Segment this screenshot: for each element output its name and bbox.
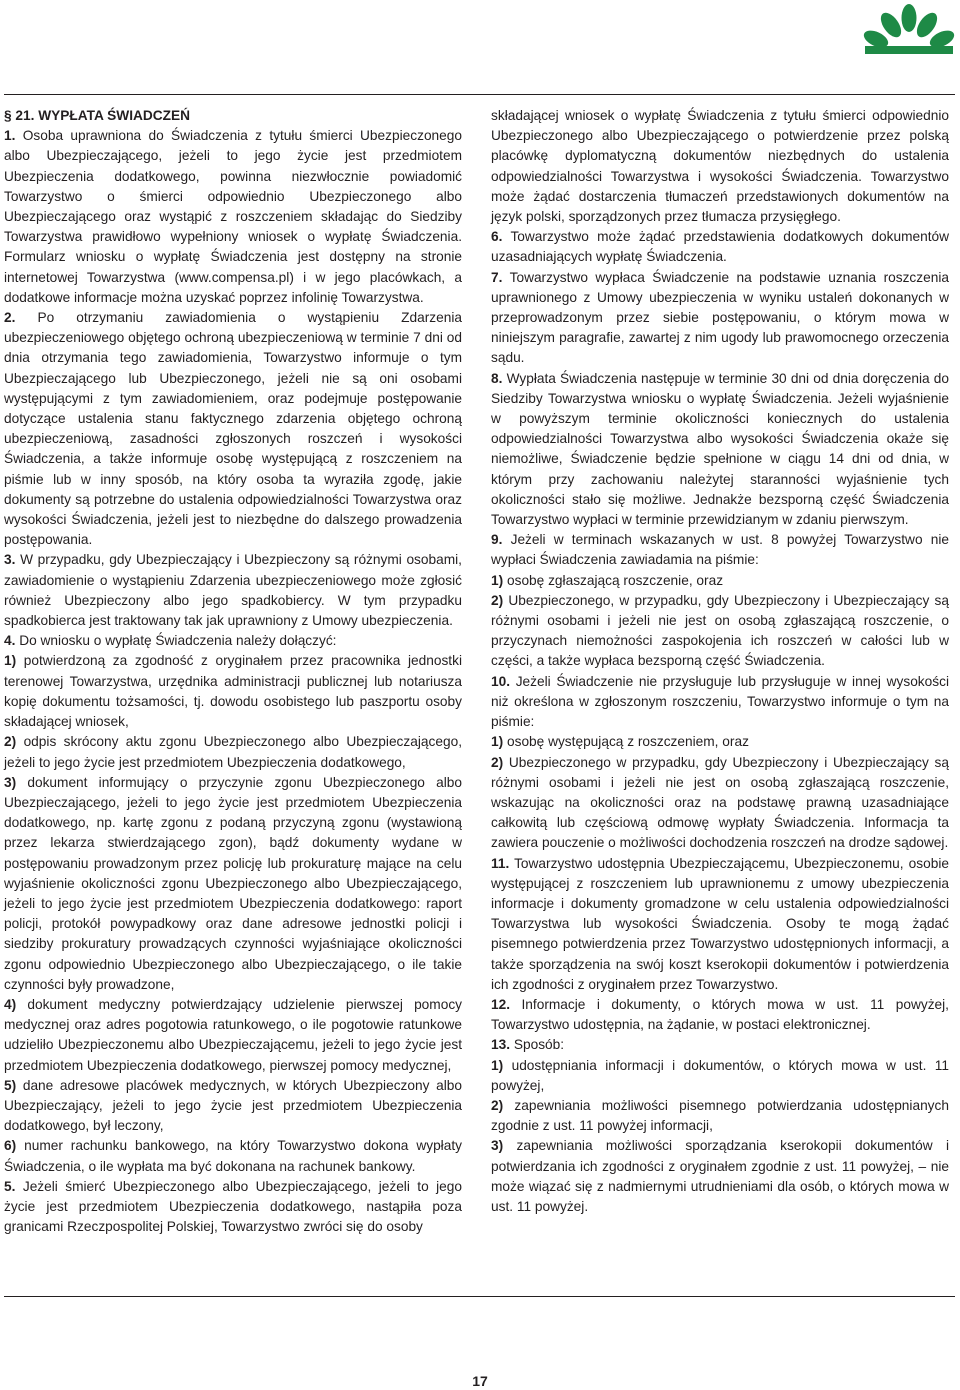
paragraph	[491, 672, 949, 733]
paragraph-text: zapewniania możliwości pisemnego potwierdzania udostępnianych zgodnie z ust. 11 powyżej informacji,	[491, 1097, 949, 1134]
paragraph-number: 2)	[491, 592, 504, 608]
paragraph	[4, 732, 462, 772]
paragraph	[4, 1076, 462, 1137]
paragraph-number: 3.	[4, 552, 16, 568]
paragraph-number: 2)	[491, 1097, 504, 1113]
paragraph	[491, 1136, 949, 1217]
paragraph-number: 1)	[491, 572, 504, 588]
paragraph-number: 1)	[4, 653, 17, 669]
paragraph-number: 6)	[4, 1138, 17, 1154]
paragraph	[4, 550, 462, 631]
page-number: 17	[472, 1373, 488, 1389]
bottom-rule	[4, 1296, 955, 1297]
paragraph-number: 3)	[4, 774, 17, 790]
paragraph-text: Po otrzymaniu zawiadomienia o wystąpieniu Zdarzenia ubezpieczeniowego objętego ochroną ubezpieczeniową w terminie 7 dni od dnia otrzymania tego zawiadomienia, Towarzystwo informuje o tym Ubezpieczającego lub Ubezpieczonego, jeżeli nie są oni osobami występującymi z tym zawiadomieniem, oraz podejmuje postępowanie dotyczące ustalenia stanu faktycznego zdarzenia objętego ochroną ubezpieczeniową, zasadności zgłoszonych roszczeń i wysokości Świadczenia, a także informuje osobę występującą z roszczeniem na piśmie lub w inny sposób, na który osoba ta wyraziła zgodę, jakie dokumenty są potrzebne do ustalenia odpowiedzialności Towarzystwa oraz wysokości Świadczenia, jeżeli jest to niezbędne do dalszego prowadzenia postępowania.	[4, 310, 462, 548]
paragraph-text: Informacje i dokumenty, o których mowa w ust. 11 powyżej, Towarzystwo udostępnia, na żądanie, w postaci elektronicznej.	[491, 996, 949, 1033]
paragraph-text: Osoba uprawniona do Świadczenia z tytułu śmierci Ubezpieczonego albo Ubezpieczającego, jeżeli to jego życie jest przedmiotem Ubezpieczenia dodatkowego, powinna niezwłocznie powiadomić Towarzystwo o śmierci odpowiednio Ubezpieczonego albo Ubezpieczającego oraz wystąpić z roszczeniem składając do Siedziby Towarzystwa prawidłowo wypełniony wniosek o wypłatę Świadczenia. Formularz wniosku o wypłatę Świadczenia jest dostępny na stronie internetowej Towarzystwa (www.compensa.pl) i w jego placówkach, a dodatkowe informacje można uzyskać poprzez infolinię Towarzystwa.	[4, 128, 463, 305]
paragraph	[491, 732, 949, 752]
paragraph-text: Jeżeli Świadczenie nie przysługuje lub przysługuje w innej wysokości niż określona w zgłoszonym roszczeniu, Towarzystwo informuje o tym na piśmie:	[491, 673, 949, 730]
paragraph-text: składającej wniosek o wypłatę Świadczenia z tytułu śmierci odpowiednio Ubezpieczonego albo Ubezpieczającego o potwierdzenie przez polską placówkę dyplomatyczną dokumentów niezbędnych do ustalenia odpowiedzialności Towarzystwa i wysokości Świadczenia. Towarzystwo może żądać dostarczenia tłumaczeń przedstawionych dokumentów na język polski, sporządzonych przez tłumacza przysięgłego.	[491, 108, 949, 225]
paragraph-text: Towarzystwo może żądać przedstawienia dodatkowych dokumentów uzasadniających wypłatę Świadczenia.	[491, 229, 950, 265]
paragraph-number: 9.	[491, 532, 503, 548]
leaf-fan-logo-icon	[863, 4, 955, 54]
paragraph-number: 1.	[4, 128, 16, 144]
paragraph-text: Ubezpieczonego, w przypadku, gdy Ubezpieczony i Ubezpieczający są różnymi osobami i jeżeli nie jest on osobą zgłaszającą roszczenie, o przyczynach niemożności zaspokojenia ich roszczeń w całości lub w części, a także wypłaca bezsporną część Świadczenia.	[491, 592, 949, 669]
paragraph-number: 13.	[491, 1037, 511, 1053]
paragraph	[4, 308, 462, 550]
paragraph	[4, 773, 462, 995]
paragraph	[4, 1136, 462, 1176]
paragraph-text: Ubezpieczonego w przypadku, gdy Ubezpieczony i Ubezpieczający są różnymi osobami i jeżeli nie jest on osobą zgłaszającą roszczenie, wskazując na okoliczności oraz na podstawę prawną uzasadniające całkowitą lub częściową odmowę wypłaty Świadczenia. Informacja ta zawiera pouczenie o możliwości dochodzenia roszczeń na drodze sądowej.	[491, 754, 949, 851]
paragraph	[491, 591, 949, 672]
paragraph-text: odpis skrócony aktu zgonu Ubezpieczonego albo Ubezpieczającego, jeżeli to jego życie jest przedmiotem Ubezpieczenia dodatkowego,	[4, 734, 462, 770]
paragraph-text: dokument medyczny potwierdzający udzielenie pierwszej pomocy medycznej oraz adres pogotowia ratunkowego, o ile pogotowie ratunkowe udzieliło Ubezpieczonemu albo Ubezpieczającemu, jeżeli to jego życie jest przedmiotem Ubezpieczenia dodatkowego, pierwszej pomocy medycznej,	[4, 996, 463, 1073]
paragraph-text: dane adresowe placówek medycznych, w których Ubezpieczony albo Ubezpieczający, jeżeli to jego życie jest przedmiotem Ubezpieczenia dodatkowego, był leczony,	[4, 1077, 462, 1134]
paragraph	[4, 995, 462, 1076]
paragraph	[4, 631, 462, 651]
paragraph-text: potwierdzoną za zgodność z oryginałem przez pracownika jednostki terenowej Towarzystwa, urzędnika administracji publicznej lub notariusza kopię dokumentu tożsamości, tj. dowodu osobistego lub paszportu osoby składającej wniosek,	[4, 653, 462, 730]
paragraph-number: 4.	[4, 633, 16, 649]
paragraph-number: 3)	[491, 1138, 504, 1154]
paragraph-number: 11.	[491, 855, 510, 871]
paragraph-text: Jeżeli śmierć Ubezpieczonego albo Ubezpieczającego, jeżeli to jego życie jest przedmiotem Ubezpieczenia dodatkowego, nastąpiła poza granicami Rzeczpospolitej Polskiej, Towarzystwo zwróci się do osoby	[4, 1178, 462, 1235]
paragraph-text: zapewniania możliwości sporządzania kserokopii dokumentów i potwierdzania ich zgodności z oryginałem zgodnie z ust. 11 powyżej, – nie może wiązać się z nadmiernymi utrudnieniami dla osób, o których mowa w ust. 11 powyżej.	[491, 1138, 949, 1214]
paragraph	[4, 651, 462, 732]
paragraph	[491, 854, 949, 995]
paragraph	[491, 227, 949, 267]
paragraph-text: udostępniania informacji i dokumentów, o których mowa w ust. 11 powyżej,	[491, 1057, 950, 1093]
paragraph	[491, 1035, 949, 1055]
paragraph-number: 2)	[491, 754, 504, 770]
top-rule	[4, 94, 955, 95]
paragraph	[491, 530, 949, 570]
paragraph-number: 4)	[4, 996, 17, 1012]
paragraph-number: 2.	[4, 310, 16, 326]
paragraph-text: osobę występującą z roszczeniem, oraz	[506, 734, 749, 750]
paragraph-text: Sposób:	[513, 1037, 565, 1053]
paragraph-number: 10.	[491, 673, 511, 689]
section-title: § 21. WYPŁATA ŚWIADCZEŃ	[4, 108, 191, 123]
paragraph-number: 8.	[491, 370, 503, 386]
paragraph-text: Jeżeli w terminach wskazanych w ust. 8 powyżej Towarzystwo nie wypłaci Świadczenia zawiadamia na piśmie:	[491, 532, 949, 568]
paragraph-text: Towarzystwo udostępnia Ubezpieczającemu, Ubezpieczonemu, osobie występującej z roszczeniem lub uprawnionemu z umowy ubezpieczenia informacje i dokumenty gromadzone w celu ustalenia odpowiedzialności Towarzystwa lub wysokości Świadczenia. Osoby te mogą żądać pisemnego potwierdzenia przez Towarzystwo udostępnionych informacji, a także sporządzenia na swój koszt kserokopii dokumentów i potwierdzenia ich zgodności z oryginałem przez Towarzystwo.	[491, 855, 949, 992]
left-column	[4, 106, 462, 1237]
paragraph-text: osobę zgłaszającą roszczenie, oraz	[506, 572, 724, 588]
right-column	[491, 106, 949, 1217]
paragraph	[491, 1056, 949, 1096]
paragraph	[491, 369, 949, 531]
paragraph-text: Towarzystwo wypłaca Świadczenie na podstawie uznania roszczenia uprawnionego z Umowy ubezpieczenia w wyniku ustaleń dokonanych w przeprowadzonym przez siebie postępowaniu, o którym mowa w niniejszym paragrafie, zawartej z nim ugody lub prawomocnego orzeczenia sądu.	[491, 269, 950, 366]
paragraph-number: 7.	[491, 269, 503, 285]
paragraph-number: 12.	[491, 996, 511, 1012]
paragraph-number: 1)	[491, 734, 504, 750]
paragraph	[491, 268, 949, 369]
paragraph-number: 5.	[4, 1178, 16, 1194]
paragraph-text: Do wniosku o wypłatę Świadczenia należy dołączyć:	[19, 633, 337, 649]
paragraph	[4, 126, 462, 308]
paragraph-number: 2)	[4, 734, 17, 750]
paragraph-text: dokument informujący o przyczynie zgonu Ubezpieczonego albo Ubezpieczającego, jeżeli to jego życie jest przedmiotem Ubezpieczenia dodatkowego, np. kartę zgonu z podaną przyczyną zgonu (wystawioną przez lekarza stwierdzającego zgon), bądź dokumenty wydane w postępowaniu prowadzonym przez policję lub prokuraturę mające na celu wyjaśnienie okoliczności zgonu Ubezpieczonego albo Ubezpieczającego, jeżeli to jego życie jest przedmiotem Ubezpieczenia dodatkowego: raport policji, protokół powypadkowy oraz dane adresowe jednostki policji i siedziby prokuratury prowadzących czynności wyjaśniające okoliczności zgonu odpowiednio Ubezpieczonego albo Ubezpieczającego, o ile takie czynności były prowadzone,	[4, 774, 462, 992]
company-logo	[863, 4, 955, 54]
paragraph-text: W przypadku, gdy Ubezpieczający i Ubezpieczony są różnymi osobami, zawiadomienie o wystąpieniu Zdarzenia ubezpieczeniowego może zgłosić również Ubezpieczony albo jego spadkobiercy. W tym przypadku spadkobierca jest traktowany tak jak uprawniony z Umowy ubezpieczenia.	[4, 552, 462, 629]
paragraph	[491, 1096, 949, 1136]
paragraph-number: 6.	[491, 229, 503, 245]
paragraph	[491, 106, 949, 227]
paragraph-text: Wypłata Świadczenia następuje w terminie 30 dni od dnia doręczenia do Siedziby Towarzystwa wniosku o wypłatę Świadczenia. Jeżeli wyjaśnienie w powyższym terminie okoliczności koniecznych do ustalenia odpowiedzialności Towarzystwa albo wysokości Świadczenia okaże się niemożliwe, Świadczenie będzie spełnione w ciągu 14 dni od dnia, w którym przy zachowaniu należytej staranności wyjaśnienie tych okoliczności stało się możliwe. Jednakże bezsporną część Świadczenia Towarzystwo wypłaci w terminie przewidzianym w zdaniu pierwszym.	[491, 370, 949, 528]
paragraph	[491, 995, 949, 1035]
paragraph-number: 5)	[4, 1077, 17, 1093]
paragraph	[4, 1177, 462, 1238]
paragraph	[491, 753, 949, 854]
paragraph-number: 1)	[491, 1057, 504, 1073]
paragraph-text: numer rachunku bankowego, na który Towarzystwo dokona wypłaty Świadczenia, o ile wypłata ma być dokonana na rachunek bankowy.	[4, 1138, 462, 1174]
paragraph	[491, 571, 949, 591]
